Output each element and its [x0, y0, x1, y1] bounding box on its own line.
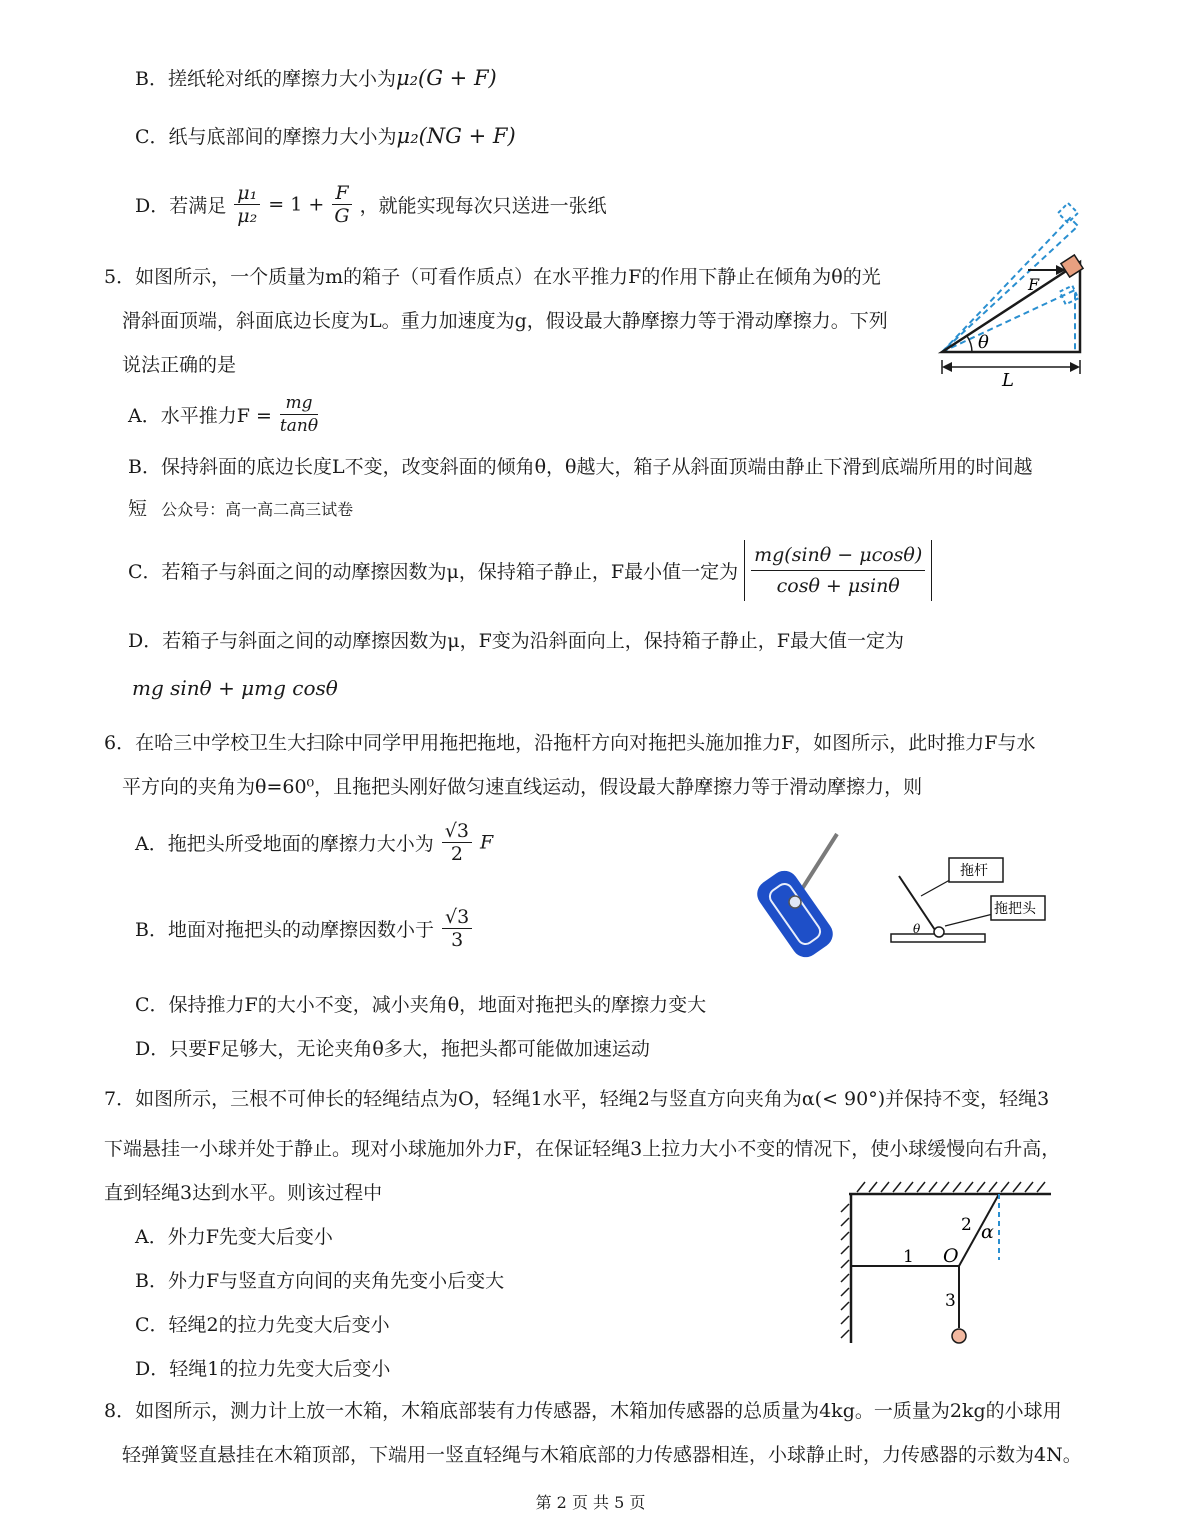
q4-option-b: B．搓纸轮对纸的摩擦力大小为μ₂(G + F)	[135, 66, 497, 90]
q6-callout-rod-label: 拖杆	[960, 863, 988, 879]
q6-mop-photo	[745, 828, 855, 958]
q6-option-a: A．拖把头所受地面的摩擦力大小为 $\frac{√3}{2}$ F	[135, 820, 494, 865]
q8-stem-line-2: 轻弹簧竖直悬挂在木箱顶部，下端用一竖直轻绳与木箱底部的力传感器相连，小球静止时，力传感器的示数为4N。	[122, 1444, 1082, 1466]
q7-option-d: D．轻绳1的拉力先变大后变小	[135, 1358, 391, 1380]
q4-option-d-fraction-2: $\frac{F}{G}$	[334, 182, 350, 227]
q7-stem-line-3: 直到轻绳3达到水平。则该过程中	[104, 1182, 383, 1204]
q6-option-a-fraction: $\frac{√3}{2}$	[442, 820, 472, 865]
q7-option-c: C．轻绳2的拉力先变大后变小	[135, 1314, 390, 1336]
q6-fig-label-theta: θ	[913, 922, 921, 936]
q5-option-d-line-2: mg sinθ + μmg cosθ	[132, 676, 338, 700]
q5-stem-line-3: 说法正确的是	[122, 354, 237, 376]
q5-stem-line-1: 5．如图所示，一个质量为m的箱子（可看作质点）在水平推力F的作用下静止在倾角为θ的光	[104, 266, 881, 288]
q6-mop-head-circle	[934, 927, 944, 937]
q5-option-a-fraction: $\frac{mg}{\tan\theta}$	[279, 393, 319, 436]
q6-mop-head	[752, 865, 839, 958]
q5-incline-figure	[930, 200, 1090, 390]
q7-fig-label-1: 1	[903, 1247, 914, 1267]
q5-option-d-line-1: D．若箱子与斜面之间的动摩擦因数为μ，F变为沿斜面向上，保持箱子静止，F最大值一定为	[128, 630, 904, 652]
q6-stem-line-1: 6．在哈三中学校卫生大扫除中同学甲用拖把拖地，沿拖杆方向对拖把头施加推力F，如图所示，此时推力F与水	[104, 732, 1036, 754]
q4-option-d: D．若满足 $\frac{\text{μ₁}}{\text{μ₂}}$ = 1 + $\frac{F}{G}$ ，就能实现每次只送进一张纸	[135, 182, 607, 227]
q5-dashed-incline-steep	[942, 218, 1078, 352]
q5-stem-line-2: 滑斜面顶端，斜面底边长度为L。重力加速度为g，假设最大静摩擦力等于滑动摩擦力。下列	[122, 310, 888, 332]
q6-option-b-fraction: $\frac{√3}{3}$	[442, 906, 472, 951]
q5-option-c-abs	[744, 540, 932, 601]
q5-option-b-line-1: B．保持斜面的底边长度L不变，改变斜面的倾角θ，θ越大，箱子从斜面顶端由静止下滑到底端所用的时间越	[128, 456, 1033, 478]
q7-rope-figure	[835, 1178, 1060, 1353]
q6-option-d: D．只要F足够大，无论夹角θ多大，拖把头都可能做加速运动	[135, 1038, 650, 1060]
q7-stem-line-1: 7．如图所示，三根不可伸长的轻绳结点为O，轻绳1水平，轻绳2与竖直方向夹角为α(< 90°)并保持不变，轻绳3	[104, 1088, 1050, 1110]
q7-fig-label-3: 3	[945, 1291, 956, 1311]
q5-option-a: A．水平推力F = $\frac{mg}{\tan\theta}$	[128, 393, 319, 436]
q7-option-b: B．外力F与竖直方向间的夹角先变小后变大	[135, 1270, 505, 1292]
q6-option-c: C．保持推力F的大小不变，减小夹角θ，地面对拖把头的摩擦力变大	[135, 994, 707, 1016]
q7-fig-label-2: 2	[961, 1215, 972, 1235]
q8-stem-line-1: 8．如图所示，测力计上放一木箱，木箱底部装有力传感器，木箱加传感器的总质量为4kg。一质量为2kg的小球用	[104, 1400, 1062, 1422]
q4-option-d-fraction-1: $\frac{\text{μ₁}}{\text{μ₂}}$	[234, 182, 260, 227]
q7-fig-label-alpha: α	[981, 1221, 994, 1243]
q7-option-a: A．外力F先变大后变小	[135, 1226, 333, 1248]
q5-option-c: C．若箱子与斜面之间的动摩擦因数为μ，保持箱子静止，F最小值一定为 $\frac{mg(\sin\theta - \mu\cos\theta)}{\cos\theta + \mu\sin\theta}$	[128, 540, 932, 601]
q6-stem-line-2: 平方向的夹角为θ=60⁰，且拖把头刚好做匀速直线运动，假设最大静摩擦力等于滑动摩擦力，则	[122, 776, 923, 798]
q5-fig-label-l: L	[1002, 370, 1014, 390]
q7-stem-line-2: 下端悬挂一小球并处于静止。现对小球施加外力F，在保证轻绳3上拉力大小不变的情况下，使小球缓慢向右升高，	[104, 1138, 1061, 1160]
q6-option-b: B．地面对拖把头的动摩擦因数小于 $\frac{√3}{3}$	[135, 906, 474, 951]
q7-ball	[952, 1329, 966, 1343]
q5-option-b-line-2: 短 公众号：高一高二高三试卷	[128, 498, 354, 520]
q4-option-c-expr: μ₂(NG + F)	[396, 124, 516, 148]
q5-dashed-incline-shallow	[942, 290, 1075, 352]
q5-option-c-fraction: $\frac{mg(\sin\theta - \mu\cos\theta)}{\cos\theta + \mu\sin\theta}$	[751, 540, 925, 601]
page-footer: 第 2 页 共 5 页	[535, 1493, 646, 1512]
q7-fig-label-o: O	[943, 1245, 959, 1267]
watermark-text: 公众号：高一高二高三试卷	[161, 500, 354, 519]
q4-option-c: C．纸与底部间的摩擦力大小为μ₂(NG + F)	[135, 124, 516, 148]
q5-incline	[942, 262, 1080, 352]
q6-mop-diagram	[885, 852, 1050, 952]
q6-callout-head-label: 拖把头	[994, 901, 1036, 917]
q5-fig-label-theta: θ	[978, 332, 989, 353]
q4-option-b-expr: μ₂(G + F)	[395, 66, 497, 90]
q5-fig-label-f: F	[1028, 275, 1040, 294]
